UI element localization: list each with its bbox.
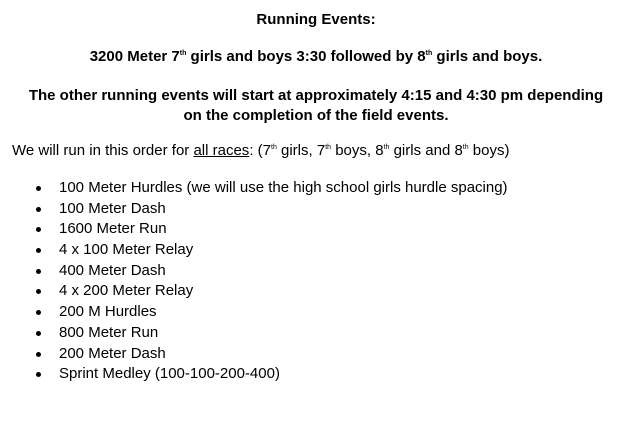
page-title: Running Events:: [256, 11, 376, 28]
text: boys, 8: [331, 142, 384, 159]
underlined-text: all races: [193, 142, 250, 159]
event-label: 100 Meter Dash: [59, 199, 166, 217]
superscript: th: [462, 144, 469, 151]
list-item: [0, 323, 508, 344]
event-label: 100 Meter Hurdles (we will use the high school girls hurdle spacing): [59, 179, 508, 196]
superscript: th: [425, 50, 433, 57]
text: We will run in this order for: [12, 142, 194, 159]
text: boys): [468, 142, 510, 159]
bullet-icon: [36, 186, 41, 191]
bullet-icon: [36, 352, 41, 357]
event-label: Sprint Medley (100-100-200-400): [59, 365, 280, 383]
event-label: 200 Meter Dash: [59, 344, 166, 362]
list-item: [0, 240, 508, 261]
other-events-schedule: [0, 86, 632, 126]
list-item: [0, 281, 508, 302]
bullet-icon: [36, 289, 41, 294]
event-label: 800 Meter Run: [59, 323, 159, 341]
event-label: 200 M Hurdles: [59, 303, 157, 321]
superscript: th: [271, 144, 277, 151]
superscript: th: [383, 144, 390, 151]
bullet-icon: [36, 310, 41, 315]
event-label: 4 x 200 Meter Relay: [59, 282, 194, 300]
race-order-intro: [12, 142, 510, 159]
text: on the completion of the field events.: [183, 107, 449, 124]
list-item: [0, 302, 508, 323]
text: : (7: [249, 142, 271, 159]
text: girls and 8: [389, 142, 463, 159]
bullet-icon: [36, 269, 41, 274]
bullet-icon: [36, 227, 41, 232]
superscript: th: [325, 144, 332, 151]
bullet-icon: [36, 207, 41, 212]
events-list: [0, 178, 508, 385]
list-item: [0, 178, 508, 199]
bullet-icon: [36, 248, 41, 253]
text: 3200 Meter 7: [89, 48, 180, 65]
list-item: [0, 344, 508, 365]
list-item: [0, 219, 508, 240]
event-label: 400 Meter Dash: [59, 261, 166, 279]
text: girls and boys 3:30 followed by 8: [186, 48, 426, 65]
list-item: [0, 261, 508, 282]
bullet-icon: [36, 372, 41, 377]
text: girls and boys.: [432, 48, 543, 65]
list-item: [0, 364, 508, 385]
3200-meter-schedule: [0, 48, 632, 65]
text: girls, 7: [276, 142, 326, 159]
event-label: 1600 Meter Run: [59, 220, 167, 238]
superscript: th: [179, 50, 187, 57]
text: The other running events will start at approximately 4:15 and 4:30 pm depending: [28, 87, 604, 104]
list-item: [0, 199, 508, 220]
bullet-icon: [36, 331, 41, 336]
event-label: 4 x 100 Meter Relay: [59, 241, 194, 259]
